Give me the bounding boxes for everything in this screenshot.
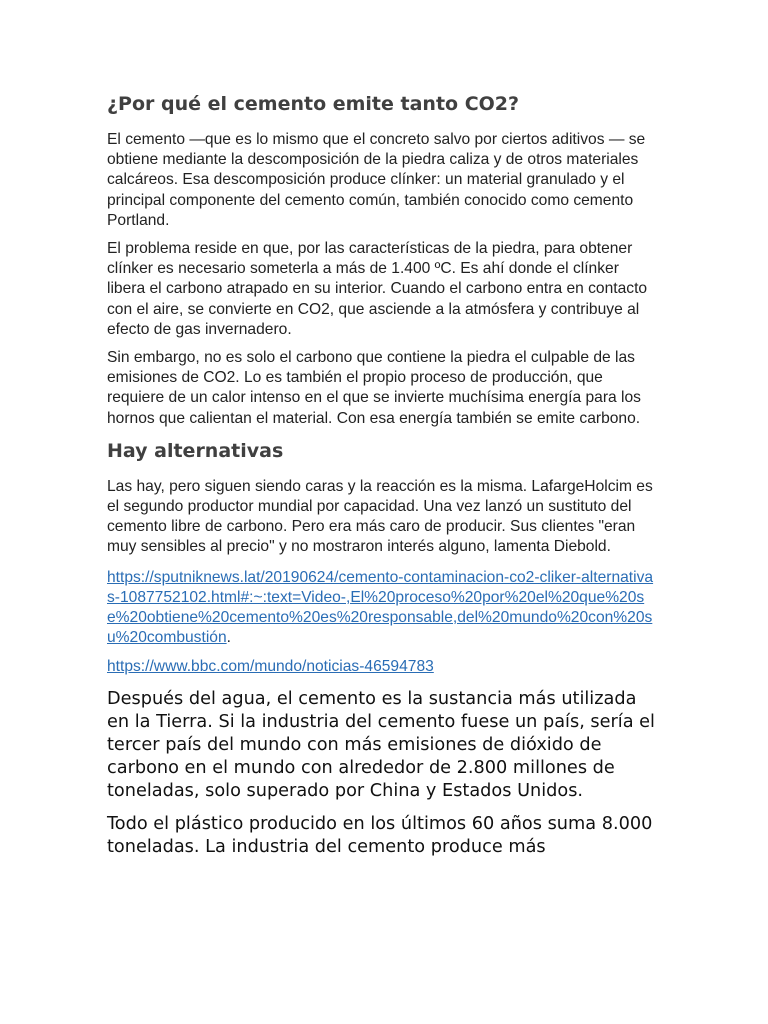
link-paragraph-sputnik — [107, 568, 659, 649]
paragraph-cement-definition: El cemento —que es lo mismo que el concreto salvo por ciertos aditivos — se obtiene mediante la descomposición de la piedra caliza y de otros materiales calcáreos. Esa descomposición produce clínker: un material granulado y el principal componente del cemento común, también conocido como cemento Portland. — [107, 131, 646, 229]
paragraph-alternatives: Las hay, pero siguen siendo caras y la reacción es la misma. LafargeHolcim es el segundo productor mundial por capacidad. Una vez lanzó un sustituto del cemento libre de carbono. Pero era más caro de producir. Sus clientes "eran muy sensibles al precio" y no mostraron interés alguno, lamenta Diebold. — [107, 477, 653, 556]
link-bbc[interactable]: https://www.bbc.com/mundo/noticias-46594783 — [107, 658, 434, 676]
paragraph-energy-emissions: Sin embargo, no es solo el carbono que contiene la piedra el culpable de las emisiones de CO2. Lo es también el propio proceso de producción, que requiere de un calor intenso en el que se invierte muchísima energía para los hornos que calientan el material. Con esa energía también se emite carbono. — [107, 349, 641, 427]
document-page — [107, 92, 659, 869]
paragraph-plastic-comparison: Todo el plástico producido en los últimos 60 años suma 8.000 toneladas. La industria del cemento produce más — [107, 813, 653, 857]
heading-main: ¿Por qué el cemento emite tanto CO2? — [107, 93, 520, 115]
link-suffix: . — [226, 629, 231, 647]
link-paragraph-bbc — [107, 657, 659, 677]
paragraph-cement-most-used: Después del agua, el cemento es la sustancia más utilizada en la Tierra. Si la industria del cemento fuese un país, sería el tercer país del mundo con más emisiones de dióxido de carbono en el mundo con alrededor de 2.800 millones de toneladas, solo superado por China y Estados Unidos. — [107, 688, 655, 801]
heading-alternatives: Hay alternativas — [107, 439, 284, 462]
paragraph-clinker-problem: El problema reside en que, por las características de la piedra, para obtener clínker es necesario someterla a más de 1.400 ºC. Es ahí donde el clínker libera el carbono atrapado en su interior. Cuando el carbono entra en contacto con el aire, se convierte en CO2, que asciende a la atmósfera y contribuye al efecto de gas invernadero. — [107, 240, 648, 338]
link-sputnik[interactable]: https://sputniknews.lat/20190624/cemento-contaminacion-co2-cliker-alternativas-1087752102.html#:~:text=Video-,El%20proceso%20por%20el%20que%20se%20obtiene%20cemento%20es%20responsable,del%20mundo%20con%20su%20combustión — [107, 568, 654, 647]
